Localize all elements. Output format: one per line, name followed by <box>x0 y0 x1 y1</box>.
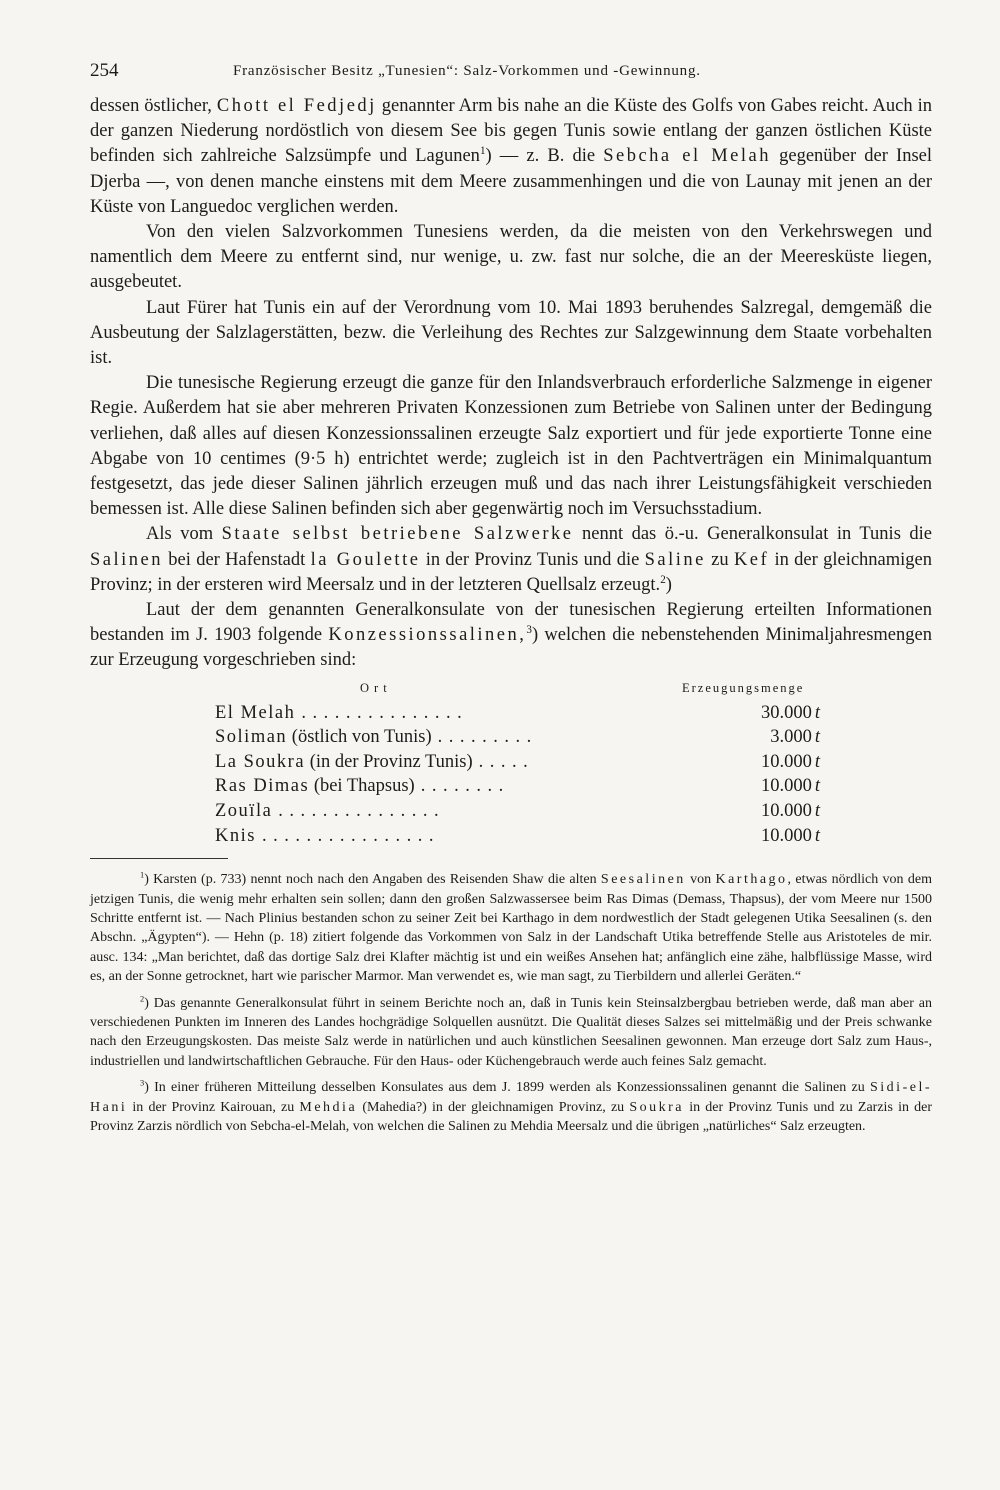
table-header <box>90 677 932 701</box>
amount-value: 10.000 <box>760 801 812 822</box>
amount-cell <box>700 725 820 750</box>
place-name: Ras Dimas <box>215 776 310 797</box>
text-run: Laut der dem genannten Generalkonsulate von der tunesischen Regierung erteilten Informationen bestanden im J. 1903 folgende <box>90 600 932 646</box>
saline-table <box>90 677 932 849</box>
paragraph-1 <box>90 94 932 220</box>
book-page <box>90 60 932 1144</box>
spaced-term: Konzessionssalinen, <box>328 625 527 646</box>
text-run: in der gleichnamigen Provinz; in der ersteren wird Meersalz und in der letzteren Quellsalz erzeugt. <box>90 549 932 595</box>
place-name: Soliman <box>215 727 288 748</box>
amount-value: 10.000 <box>760 825 812 846</box>
text-run: zu <box>705 549 734 570</box>
leader-dots: ........ <box>420 776 510 797</box>
text-run: ) Das genannte Generalkonsulat führt in seinem Berichte noch an, daß in Tunis kein Steinsalzbergbau betrieben werde, daß man aber an verschiedenen Punkten im Inneren des Landes hochgrädige Solquellen ausnützt. Die Qualität dieses Salzes sei mittelmäßig und der Preis schwanke nach den Erzeugungskosten. Das meiste Salz werde in natürlichen und auch künstlichen Seesalinen gewonnen. Man erzeuge dort Salz zum Haus-, industriellen und landwirtschaftlichen Gebrauche. Für den Haus- oder Küchengebrauch werde auch feines Salz gemacht. <box>90 995 932 1069</box>
table-row <box>90 824 932 849</box>
place-name: Knis <box>215 825 256 846</box>
text-run: nennt das ö.-u. Generalkonsulat in Tunis die <box>573 524 932 545</box>
amount-unit: t <box>814 727 820 748</box>
text-run: genannter Arm bis nahe an die Küste des Golfs von Gabes reicht. Auch in der ganzen Niederung nordöstlich von diesem See bis gegen Tunis sowie entlang der ganzen östlichen Küste befinden sich zahlreiche Salzsümpfe und Lagunen <box>90 96 932 167</box>
spaced-term: Sidi-el-Hani <box>90 1080 932 1115</box>
place-cell <box>215 701 715 726</box>
text-run: ) In einer früheren Mitteilung desselben Konsulates aus dem J. 1899 werden als Konzessionssalinen genannt die Salinen zu <box>144 1080 870 1096</box>
amount-cell <box>700 750 820 775</box>
text-run: in der Provinz Tunis und zu Zarzis in der Provinz Zarzis nördlich von Sebcha-el-Melah, von welchen die Salinen zu Mehdia Meersalz und die übrigen „natürliches“ Salz erzeugten. <box>90 1099 933 1135</box>
table-row <box>90 799 932 824</box>
paragraph-3: Laut Fürer hat Tunis ein auf der Verordnung vom 10. Mai 1893 beruhendes Salzregal, demgemäß die Ausbeutung der Salzlagerstätten, bezw. die Verleihung des Rechtes zur Salzgewinnung dem Staate vorbehalten ist. <box>90 297 932 369</box>
text-run: von <box>685 872 716 888</box>
place-note: (östlich von Tunis) <box>287 727 432 748</box>
running-head: Französischer Besitz „Tunesien“: Salz-Vorkommen und -Gewinnung. <box>233 63 701 79</box>
spaced-term: Staate selbst betriebene Salzwerke <box>221 524 574 545</box>
spaced-term: Karthago <box>715 872 788 888</box>
table-rows <box>90 701 932 849</box>
paragraph-5 <box>90 522 932 598</box>
footnote-3 <box>90 1078 932 1136</box>
text-run: ) <box>665 574 672 595</box>
amount-cell <box>700 774 820 799</box>
table-row <box>90 725 932 750</box>
footnote-mark: 1 <box>140 870 145 880</box>
amount-unit: t <box>814 702 820 723</box>
leader-dots: ................ <box>261 825 440 846</box>
text-run: , etwas nördlich von dem jetzigen Tunis, die wenig mehr erhalten sein sollen; dann den großen Salzwassersee beim Ras Dimas (Demass, Thapsus), der vom Meere nur 1500 Schritte entfernt ist. — Nach Plinius bestanden schon zu seiner Zeit bei Karthago in dem nordwestlich der Stadt gelegenen Utika Seesalinen (s. den Abschn. „Ägypten“). — Hehn (p. 18) zitiert folgende das Vorkommen von Salz in der Landschaft Utika betreffende Stelle aus Aristoteles de mir. ausc. 134: „Man berichtet, daß das dortige Salz drei Klafter mächtig ist und ein weißes Ansehen hat; anfänglich eine zähe, halbflüssige Masse, wird es, an der Sonne getrocknet, hart wie parischer Marmor. Man verwendet es, wie man sagt, zu Tierbildern und allerlei Geräten.“ <box>90 872 932 985</box>
text-run: ) welchen die nebenstehenden Minimaljahresmengen zur Erzeugung vorgeschrieben sind: <box>90 625 932 671</box>
spaced-term: Saline <box>644 549 706 570</box>
leader-dots: ............... <box>301 702 469 723</box>
spaced-term: Mehdia <box>299 1099 358 1115</box>
text-run: Als vom <box>146 524 222 545</box>
spaced-term: Sebcha el Melah <box>603 146 771 167</box>
text-run: in der Provinz Tunis und die <box>420 549 645 570</box>
leader-dots: ..... <box>478 751 535 772</box>
column-header-amount: Erzeugungsmenge <box>682 680 805 695</box>
place-note: (in der Provinz Tunis) <box>305 751 473 772</box>
spaced-term: Chott el Fedjedj <box>216 96 377 116</box>
footnote-mark: 2 <box>140 994 145 1004</box>
page-number: 254 <box>90 60 119 81</box>
amount-cell <box>700 824 820 849</box>
leader-dots: ......... <box>437 727 538 748</box>
spaced-term: la Goulette <box>310 549 421 570</box>
amount-cell <box>700 701 820 726</box>
page-header <box>90 60 932 94</box>
footnote-1 <box>90 870 932 986</box>
amount-unit: t <box>814 776 820 797</box>
footnote-ref-3: 3 <box>526 624 532 637</box>
text-run: ) Karsten (p. 733) nennt noch nach den Angaben des Reisenden Shaw die alten <box>144 872 601 888</box>
footnote-2 <box>90 994 932 1072</box>
amount-cell <box>700 799 820 824</box>
amount-value: 30.000 <box>760 702 812 723</box>
spaced-term: Soukra <box>629 1099 685 1115</box>
place-cell <box>215 750 715 775</box>
footnotes <box>90 870 932 1136</box>
text-run: dessen östlicher, <box>90 96 217 116</box>
text-run: ) — z. B. die <box>485 146 604 167</box>
amount-unit: t <box>814 801 820 822</box>
place-cell <box>215 774 715 799</box>
footnote-ref-1: 1 <box>479 145 486 158</box>
table-row <box>90 774 932 799</box>
amount-value: 10.000 <box>760 776 812 797</box>
place-cell <box>215 725 715 750</box>
amount-unit: t <box>814 825 820 846</box>
place-name: El Melah <box>215 702 296 723</box>
place-name: Zouïla <box>215 801 273 822</box>
amount-value: 3.000 <box>770 727 812 748</box>
text-run: in der Provinz Kairouan, zu <box>127 1099 300 1115</box>
footnote-mark: 3 <box>140 1078 145 1088</box>
place-note: (bei Thapsus) <box>309 776 415 797</box>
leader-dots: ............... <box>278 801 446 822</box>
place-name: La Soukra <box>215 751 306 772</box>
table-row <box>90 750 932 775</box>
text-run: gegenüber der Insel Djerba —, von denen manche einstens mit dem Meere zusammenhingen und die von Launay mit jenen an der Küste von Languedoc verglichen werden. <box>90 146 932 217</box>
table-row <box>90 701 932 726</box>
spaced-term: Seesalinen <box>600 872 686 888</box>
text-run: bei der Hafenstadt <box>163 549 311 570</box>
paragraph-2: Von den vielen Salzvorkommen Tunesiens werden, da die meisten von den Verkehrswegen und namentlich dem Meere zu entfernt sind, nur wenige, u. zw. fast nur solche, die an der Meeresküste liegen, ausgebeutet. <box>90 222 932 293</box>
footnote-separator <box>90 858 228 859</box>
paragraph-6 <box>90 598 932 674</box>
place-cell <box>215 799 715 824</box>
column-header-place: Ort <box>360 680 392 695</box>
place-cell <box>215 824 715 849</box>
main-text <box>90 94 932 674</box>
paragraph-4: Die tunesische Regierung erzeugt die ganze für den Inlandsverbrauch erforderliche Salzmenge in eigener Regie. Außerdem hat sie aber mehreren Privaten Konzessionen zum Betriebe von Salinen unter der Bedingung verliehen, daß alles auf diesen Konzessionssalinen erzeugte Salz exportiert und für jede exportierte Tonne eine Abgabe von 10 centimes (9·5 h) entrichtet werde; zugleich ist in den Pachtverträgen ein Minimalquantum festgesetzt, das jede dieser Salinen jährlich erzeugen muß und das nach ihrer Leistungsfähigkeit verschieden bemessen ist. Alle diese Salinen befinden sich aber gegenwärtig noch im Versuchsstadium. <box>90 373 932 520</box>
amount-unit: t <box>814 751 820 772</box>
text-run: (Mahedia?) in der gleichnamigen Provinz, zu <box>357 1099 630 1115</box>
footnote-ref-2: 2 <box>660 573 666 586</box>
spaced-term: Salinen <box>90 549 163 570</box>
amount-value: 10.000 <box>760 751 812 772</box>
spaced-term: Kef <box>733 549 770 570</box>
